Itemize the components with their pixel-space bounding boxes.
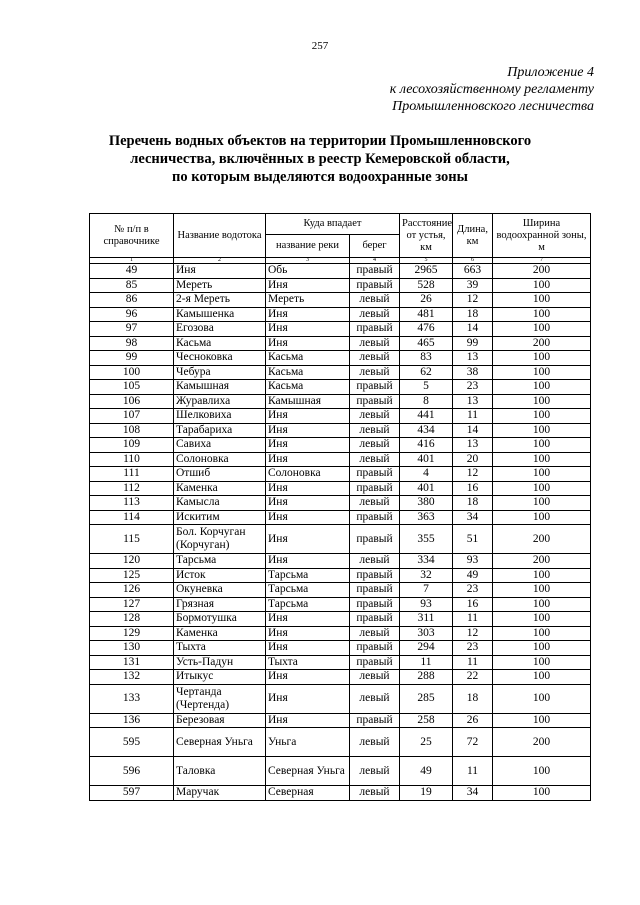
cell-name: Солоновка [174,452,266,467]
cell-length: 20 [453,452,493,467]
document-title [40,132,600,186]
header-width: Ширина водоохранной зоны, м [493,214,591,258]
cell-width: 100 [493,496,591,511]
cell-name: Савиха [174,438,266,453]
table-row [90,322,591,337]
cell-distance: 434 [400,423,453,438]
cell-river: Иня [266,612,350,627]
cell-distance: 416 [400,438,453,453]
cell-num: 105 [90,380,174,395]
cell-width: 100 [493,278,591,293]
cell-length: 22 [453,670,493,685]
cell-distance: 26 [400,293,453,308]
cell-name: 2-я Мереть [174,293,266,308]
cell-name: Окуневка [174,583,266,598]
cell-distance: 4 [400,467,453,482]
header-num: № п/п в справочнике [90,214,174,258]
cell-river: Иня [266,409,350,424]
cell-width: 100 [493,293,591,308]
title-line-2: лесничества, включённых в реестр Кемеровской области, [130,151,510,167]
column-number: 5 [400,258,453,264]
cell-width: 100 [493,380,591,395]
cell-num: 127 [90,597,174,612]
cell-width: 100 [493,612,591,627]
cell-river: Обь [266,264,350,279]
cell-length: 12 [453,293,493,308]
cell-bank: левый [350,336,400,351]
cell-num: 112 [90,481,174,496]
cell-length: 14 [453,423,493,438]
cell-bank: левый [350,307,400,322]
water-objects-table [89,213,591,801]
cell-river: Тарсьма [266,583,350,598]
cell-river: Иня [266,452,350,467]
cell-distance: 528 [400,278,453,293]
cell-name: Грязная [174,597,266,612]
cell-name: Тарабариха [174,423,266,438]
table-row [90,597,591,612]
table-row [90,510,591,525]
cell-length: 13 [453,351,493,366]
table-row [90,525,591,554]
cell-name: Камысла [174,496,266,511]
cell-length: 14 [453,322,493,337]
cell-width: 100 [493,626,591,641]
cell-bank: правый [350,481,400,496]
cell-num: 100 [90,365,174,380]
cell-width: 100 [493,307,591,322]
cell-bank: левый [350,423,400,438]
table-row [90,394,591,409]
table-row [90,670,591,685]
cell-width: 100 [493,597,591,612]
cell-length: 39 [453,278,493,293]
table-row [90,583,591,598]
cell-name: Березовая [174,713,266,728]
appendix-line-3: Промышленновского лесничества [392,99,594,114]
cell-river: Иня [266,481,350,496]
cell-river: Иня [266,641,350,656]
cell-bank: правый [350,641,400,656]
cell-bank: левый [350,409,400,424]
table-row [90,351,591,366]
cell-name: Итыкус [174,670,266,685]
table-row [90,264,591,279]
cell-name: Камышенка [174,307,266,322]
cell-bank: правый [350,394,400,409]
cell-distance: 7 [400,583,453,598]
cell-width: 100 [493,365,591,380]
cell-num: 49 [90,264,174,279]
cell-distance: 481 [400,307,453,322]
cell-river: Иня [266,510,350,525]
cell-distance: 288 [400,670,453,685]
cell-num: 132 [90,670,174,685]
cell-length: 12 [453,626,493,641]
table-row [90,336,591,351]
cell-num: 131 [90,655,174,670]
cell-length: 18 [453,684,493,713]
cell-river: Иня [266,670,350,685]
cell-river: Иня [266,336,350,351]
cell-width: 200 [493,728,591,757]
cell-distance: 355 [400,525,453,554]
table-header-row [90,214,591,235]
cell-bank: левый [350,728,400,757]
cell-bank: левый [350,684,400,713]
cell-length: 72 [453,728,493,757]
cell-num: 133 [90,684,174,713]
cell-num: 110 [90,452,174,467]
table-row [90,684,591,713]
cell-width: 100 [493,423,591,438]
cell-width: 100 [493,351,591,366]
cell-river: Иня [266,626,350,641]
cell-name: Отшиб [174,467,266,482]
cell-width: 100 [493,757,591,786]
cell-river: Касьма [266,380,350,395]
cell-width: 200 [493,525,591,554]
cell-bank: правый [350,380,400,395]
table-row [90,655,591,670]
table-row [90,365,591,380]
column-number: 4 [350,258,400,264]
cell-bank: левый [350,365,400,380]
cell-length: 23 [453,641,493,656]
cell-distance: 476 [400,322,453,337]
column-number: 7 [493,258,591,264]
table-row [90,307,591,322]
cell-num: 595 [90,728,174,757]
cell-width: 100 [493,786,591,801]
cell-bank: правый [350,713,400,728]
cell-name: Исток [174,568,266,583]
cell-distance: 441 [400,409,453,424]
cell-name: Иня [174,264,266,279]
appendix-caption [390,64,594,115]
cell-length: 23 [453,380,493,395]
cell-distance: 465 [400,336,453,351]
cell-num: 596 [90,757,174,786]
cell-num: 109 [90,438,174,453]
cell-num: 86 [90,293,174,308]
cell-bank: правый [350,597,400,612]
cell-bank: левый [350,438,400,453]
cell-distance: 311 [400,612,453,627]
table-row [90,786,591,801]
cell-river: Северная [266,786,350,801]
cell-distance: 303 [400,626,453,641]
cell-name: Чесноковка [174,351,266,366]
cell-length: 23 [453,583,493,598]
cell-bank: левый [350,351,400,366]
cell-bank: правый [350,264,400,279]
cell-river: Иня [266,525,350,554]
column-number: 2 [174,258,266,264]
title-line-1: Перечень водных объектов на территории Промышленновского [108,133,532,149]
cell-distance: 2965 [400,264,453,279]
cell-num: 106 [90,394,174,409]
cell-width: 100 [493,394,591,409]
cell-num: 129 [90,626,174,641]
cell-name: Чертанда (Чертенда) [174,684,266,713]
cell-name: Журавлиха [174,394,266,409]
table-row [90,423,591,438]
cell-distance: 19 [400,786,453,801]
cell-river: Касьма [266,351,350,366]
cell-length: 13 [453,394,493,409]
table-row [90,554,591,569]
table-row [90,467,591,482]
header-bank: берег [350,235,400,258]
cell-river: Касьма [266,365,350,380]
cell-bank: левый [350,496,400,511]
cell-length: 34 [453,510,493,525]
cell-river: Северная Уньга [266,757,350,786]
cell-length: 34 [453,786,493,801]
cell-length: 11 [453,612,493,627]
table-row [90,452,591,467]
cell-distance: 32 [400,568,453,583]
cell-length: 93 [453,554,493,569]
cell-num: 98 [90,336,174,351]
cell-river: Тыхта [266,655,350,670]
cell-length: 49 [453,568,493,583]
title-line-3: по которым выделяются водоохранные зоны [172,169,468,185]
cell-river: Иня [266,307,350,322]
cell-bank: левый [350,626,400,641]
cell-width: 100 [493,510,591,525]
column-number: 1 [90,258,174,264]
cell-river: Камышная [266,394,350,409]
table-row [90,293,591,308]
cell-river: Мереть [266,293,350,308]
cell-distance: 380 [400,496,453,511]
cell-name: Бол. Корчуган (Корчуган) [174,525,266,554]
cell-distance: 93 [400,597,453,612]
cell-bank: левый [350,293,400,308]
cell-name: Усть-Падун [174,655,266,670]
cell-width: 200 [493,264,591,279]
cell-width: 100 [493,467,591,482]
cell-width: 100 [493,438,591,453]
column-number: 3 [266,258,350,264]
column-number: 6 [453,258,493,264]
cell-bank: правый [350,525,400,554]
header-distance: Расстояние от устья, км [400,214,453,258]
cell-name: Северная Уньга [174,728,266,757]
cell-name: Шелковиха [174,409,266,424]
cell-distance: 5 [400,380,453,395]
cell-bank: правый [350,612,400,627]
cell-width: 200 [493,554,591,569]
cell-distance: 62 [400,365,453,380]
cell-num: 128 [90,612,174,627]
cell-length: 16 [453,597,493,612]
cell-name: Каменка [174,626,266,641]
cell-length: 11 [453,409,493,424]
cell-name: Касьма [174,336,266,351]
cell-river: Иня [266,322,350,337]
table-row [90,278,591,293]
cell-bank: правый [350,510,400,525]
table-row [90,626,591,641]
cell-num: 126 [90,583,174,598]
table-row [90,438,591,453]
cell-distance: 363 [400,510,453,525]
cell-num: 96 [90,307,174,322]
table-row [90,728,591,757]
header-length: Длина, км [453,214,493,258]
cell-river: Иня [266,438,350,453]
table-row [90,641,591,656]
cell-distance: 334 [400,554,453,569]
cell-length: 18 [453,307,493,322]
page-number: 257 [311,40,329,52]
cell-length: 13 [453,438,493,453]
cell-bank: правый [350,568,400,583]
cell-num: 97 [90,322,174,337]
cell-river: Иня [266,278,350,293]
cell-bank: левый [350,786,400,801]
table-row [90,757,591,786]
cell-distance: 25 [400,728,453,757]
cell-num: 125 [90,568,174,583]
cell-num: 85 [90,278,174,293]
cell-width: 100 [493,409,591,424]
cell-length: 18 [453,496,493,511]
cell-bank: правый [350,583,400,598]
cell-river: Тарсьма [266,568,350,583]
cell-width: 100 [493,452,591,467]
cell-length: 11 [453,655,493,670]
cell-river: Иня [266,684,350,713]
cell-distance: 49 [400,757,453,786]
cell-length: 38 [453,365,493,380]
cell-width: 100 [493,670,591,685]
cell-num: 108 [90,423,174,438]
cell-distance: 294 [400,641,453,656]
cell-num: 107 [90,409,174,424]
table-row [90,496,591,511]
cell-river: Тарсьма [266,597,350,612]
cell-distance: 11 [400,655,453,670]
cell-num: 130 [90,641,174,656]
cell-name: Егозова [174,322,266,337]
cell-distance: 83 [400,351,453,366]
appendix-line-1: Приложение 4 [507,65,594,80]
cell-num: 111 [90,467,174,482]
cell-length: 51 [453,525,493,554]
cell-river: Солоновка [266,467,350,482]
cell-bank: правый [350,467,400,482]
table-row [90,713,591,728]
cell-num: 120 [90,554,174,569]
cell-width: 100 [493,713,591,728]
cell-bank: левый [350,554,400,569]
cell-width: 100 [493,568,591,583]
table-row [90,409,591,424]
cell-num: 114 [90,510,174,525]
cell-name: Каменка [174,481,266,496]
cell-river: Иня [266,423,350,438]
cell-num: 136 [90,713,174,728]
cell-num: 99 [90,351,174,366]
header-river-name: название реки [266,235,350,258]
cell-width: 100 [493,684,591,713]
cell-bank: левый [350,757,400,786]
cell-name: Маручак [174,786,266,801]
cell-length: 12 [453,467,493,482]
header-flows-into: Куда впадает [266,214,400,235]
cell-bank: левый [350,452,400,467]
cell-length: 663 [453,264,493,279]
cell-name: Камышная [174,380,266,395]
cell-bank: правый [350,278,400,293]
cell-distance: 401 [400,481,453,496]
appendix-line-2: к лесохозяйственному регламенту [389,82,594,97]
cell-distance: 258 [400,713,453,728]
cell-name: Бормотушка [174,612,266,627]
cell-name: Искитим [174,510,266,525]
cell-width: 100 [493,481,591,496]
cell-num: 113 [90,496,174,511]
cell-num: 115 [90,525,174,554]
cell-distance: 285 [400,684,453,713]
cell-width: 100 [493,655,591,670]
cell-num: 597 [90,786,174,801]
cell-name: Тарсьма [174,554,266,569]
table-row [90,612,591,627]
cell-bank: левый [350,670,400,685]
cell-name: Чебура [174,365,266,380]
cell-width: 100 [493,641,591,656]
table-row [90,568,591,583]
cell-width: 200 [493,336,591,351]
cell-length: 99 [453,336,493,351]
cell-bank: правый [350,322,400,337]
cell-width: 100 [493,322,591,337]
table-row [90,380,591,395]
table-row [90,481,591,496]
cell-river: Иня [266,496,350,511]
cell-distance: 8 [400,394,453,409]
cell-name: Таловка [174,757,266,786]
cell-length: 26 [453,713,493,728]
cell-river: Иня [266,554,350,569]
cell-bank: правый [350,655,400,670]
cell-name: Мереть [174,278,266,293]
cell-name: Тыхта [174,641,266,656]
cell-length: 16 [453,481,493,496]
cell-length: 11 [453,757,493,786]
header-name: Название водотока [174,214,266,258]
cell-distance: 401 [400,452,453,467]
cell-width: 100 [493,583,591,598]
cell-river: Иня [266,713,350,728]
cell-river: Уньга [266,728,350,757]
